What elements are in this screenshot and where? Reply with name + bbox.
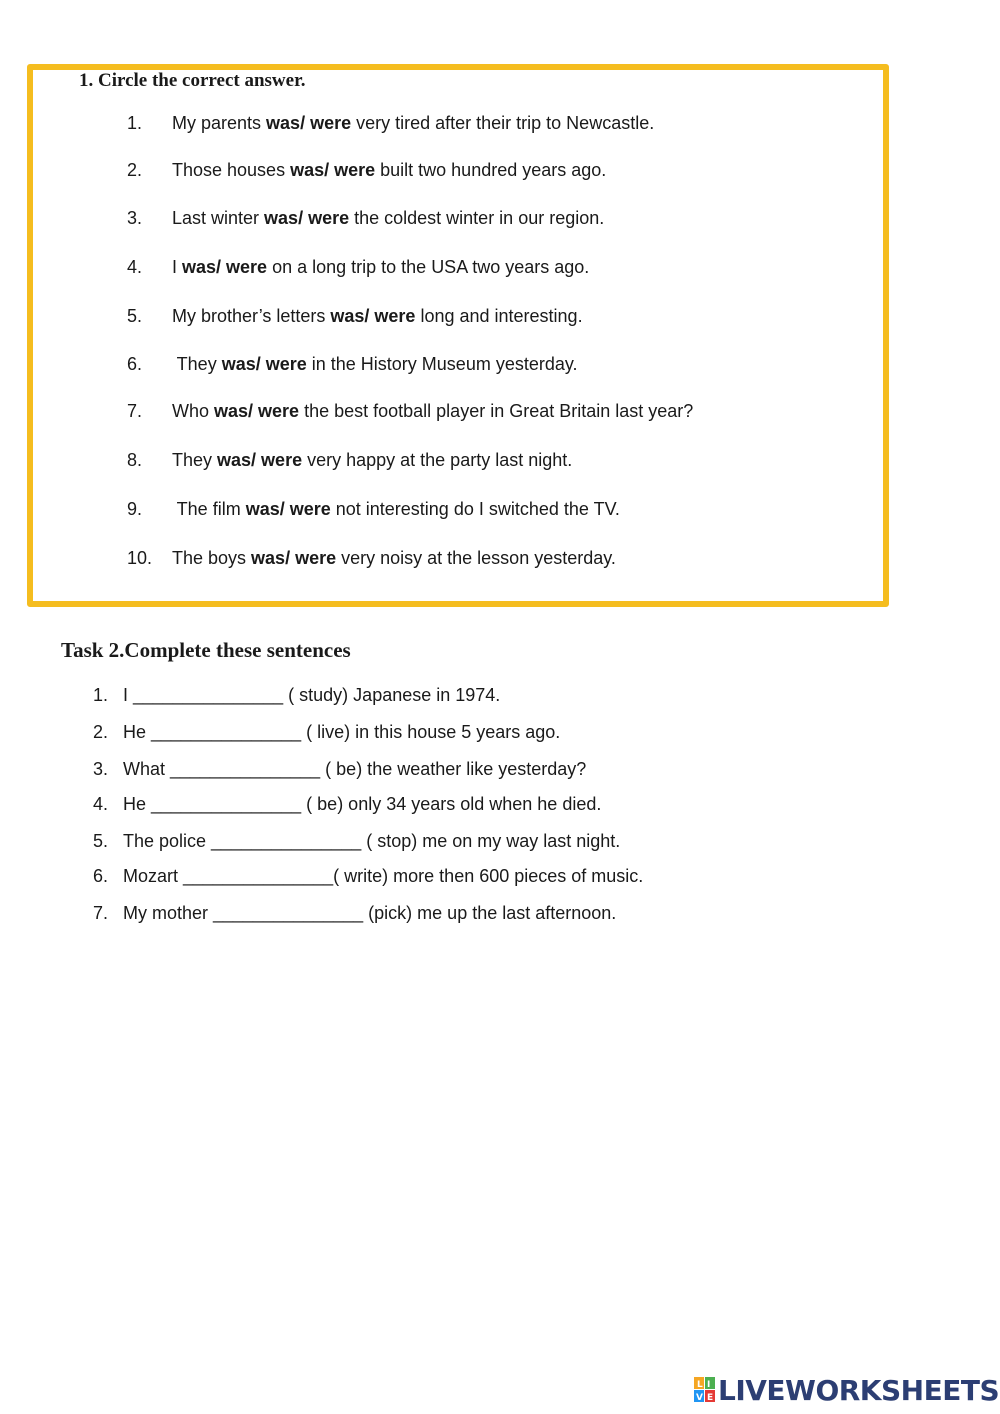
svg-text:L: L [697, 1380, 703, 1390]
sentence-end: on a long trip to the USA two years ago. [267, 257, 590, 277]
task1-item [127, 546, 616, 570]
sentence-with-blank[interactable]: The police _______________ ( stop) me on my way last night. [123, 831, 621, 851]
task2-heading: Task 2.Complete these sentences [61, 638, 351, 662]
item-number: 3. [127, 208, 143, 228]
liveworksheets-logo[interactable] [694, 1374, 999, 1406]
item-number: 6. [93, 866, 109, 886]
task1-item [127, 111, 654, 135]
answer-choice[interactable]: was/ were [266, 113, 352, 133]
liveworksheets-logo-icon [694, 1377, 716, 1403]
sentence-start: The boys [172, 548, 252, 568]
sentence-end: built two hundred years ago. [375, 160, 607, 180]
task2-item [93, 864, 643, 888]
task1-item [127, 352, 578, 376]
sentence-end: not interesting do I switched the TV. [330, 499, 620, 519]
sentence-end: the coldest winter in our region. [349, 208, 605, 228]
answer-choice[interactable]: was/ were [214, 401, 300, 421]
task2-item [93, 792, 601, 816]
answer-choice[interactable]: was/ were [217, 450, 303, 470]
item-number: 3. [93, 759, 109, 779]
logo-text: LIVEWORKSHEETS [718, 1373, 1000, 1407]
sentence-start: Who [172, 401, 215, 421]
answer-choice[interactable]: was/ were [182, 257, 268, 277]
sentence-with-blank[interactable]: He _______________ ( live) in this house 5 years ago. [123, 722, 561, 742]
sentence-start: My parents [172, 113, 267, 133]
item-number: 9. [127, 499, 143, 519]
item-number: 7. [127, 401, 143, 421]
sentence-with-blank[interactable]: My mother _______________ (pick) me up the last afternoon. [123, 903, 617, 923]
task2-item [93, 757, 586, 781]
task1-frame [27, 64, 889, 607]
sentence-end: very happy at the party last night. [302, 450, 573, 470]
item-number: 7. [93, 903, 109, 923]
sentence-start: My brother’s letters [172, 306, 331, 326]
task1-item [127, 255, 589, 279]
task1-item [127, 399, 693, 423]
sentence-start: Last winter [172, 208, 265, 228]
sentence-start: They [172, 354, 222, 374]
task1-item [127, 448, 572, 472]
task2-item [93, 720, 560, 744]
item-number: 2. [93, 722, 109, 742]
sentence-start: The film [172, 499, 246, 519]
item-number: 8. [127, 450, 143, 470]
task1-item [127, 158, 606, 182]
item-number: 4. [93, 794, 109, 814]
item-number: 10. [127, 548, 153, 568]
answer-choice[interactable]: was/ were [221, 354, 307, 374]
item-number: 6. [127, 354, 143, 374]
answer-choice[interactable]: was/ were [245, 499, 331, 519]
task2-item [93, 901, 616, 925]
sentence-start: I [172, 257, 183, 277]
sentence-end: very tired after their trip to Newcastle. [351, 113, 655, 133]
answer-choice[interactable]: was/ were [330, 306, 416, 326]
sentence-with-blank[interactable]: What _______________ ( be) the weather like yesterday? [123, 759, 587, 779]
item-number: 5. [127, 306, 143, 326]
svg-text:I: I [707, 1380, 711, 1390]
sentence-end: very noisy at the lesson yesterday. [336, 548, 616, 568]
sentence-with-blank[interactable]: I _______________ ( study) Japanese in 1974. [123, 685, 501, 705]
task2-item [93, 829, 620, 853]
item-number: 2. [127, 160, 143, 180]
task1-item [127, 497, 620, 521]
sentence-end: the best football player in Great Britain last year? [299, 401, 694, 421]
item-number: 4. [127, 257, 143, 277]
sentence-start: They [172, 450, 218, 470]
task1-heading: 1. Circle the correct answer. [79, 70, 306, 91]
item-number: 1. [93, 685, 109, 705]
svg-text:V: V [696, 1393, 703, 1403]
svg-text:E: E [707, 1393, 714, 1403]
answer-choice[interactable]: was/ were [264, 208, 350, 228]
item-number: 1. [127, 113, 143, 133]
answer-choice[interactable]: was/ were [290, 160, 376, 180]
sentence-start: Those houses [172, 160, 291, 180]
sentence-end: long and interesting. [415, 306, 583, 326]
item-number: 5. [93, 831, 109, 851]
sentence-with-blank[interactable]: He _______________ ( be) only 34 years old when he died. [123, 794, 602, 814]
sentence-end: in the History Museum yesterday. [306, 354, 578, 374]
task1-item [127, 304, 583, 328]
sentence-with-blank[interactable]: Mozart _______________( write) more then 600 pieces of music. [123, 866, 644, 886]
answer-choice[interactable]: was/ were [251, 548, 337, 568]
task2-item [93, 683, 500, 707]
task1-item [127, 206, 604, 230]
